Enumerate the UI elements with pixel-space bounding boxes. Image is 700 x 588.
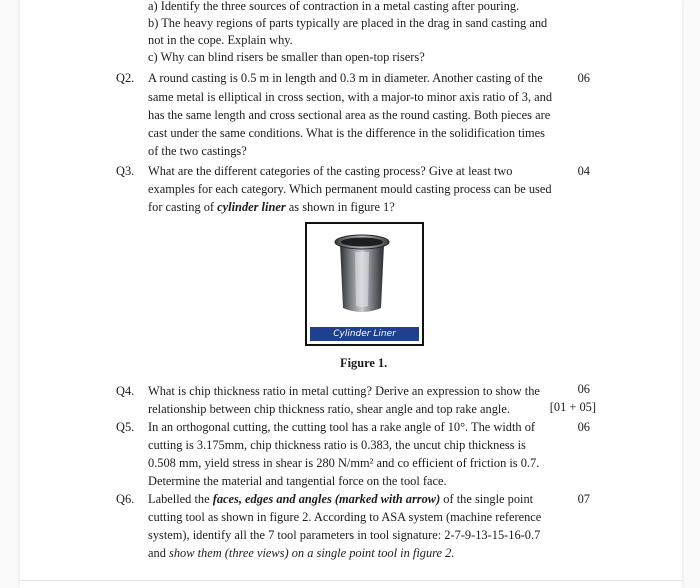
- q4-line-1: What is chip thickness ratio in metal cutting? Derive an expression to show the: [148, 384, 540, 398]
- q6-line-4-prefix: and: [148, 546, 169, 560]
- q6-line-4: [148, 545, 588, 562]
- q3-line-3-suffix: as shown in figure 1?: [285, 200, 395, 214]
- q3-line-3: [148, 199, 588, 216]
- figure-1-title: Figure 1.: [340, 356, 388, 370]
- q2-line-2: same metal is elliptical in cross section, with a major-to minor axis ratio of 3, and: [148, 90, 553, 104]
- figure-caption-strip: Cylinder Liner: [310, 327, 419, 341]
- q4-line-2: relationship between chip thickness ratio, shear angle and top rake angle.: [148, 402, 510, 416]
- q2-line-3: has the same length and cross sectional area as the round casting. Both pieces are: [148, 108, 551, 122]
- q4-marks: 06: [577, 382, 590, 396]
- q1-line-c: c) Why can blind risers be smaller than open-top risers?: [148, 50, 425, 64]
- q2-marks: 06: [577, 71, 590, 85]
- q6-show-them-emph: show them (three views) on a single point tool in figure 2.: [169, 546, 455, 560]
- q3-line-2: examples for each category. Which permanent mould casting process can be used: [148, 182, 552, 196]
- q1-line-a: a) Identify the three sources of contraction in a metal casting after pouring.: [148, 0, 520, 13]
- page-bottom-rule: [20, 580, 682, 581]
- q2-number: Q2.: [116, 71, 135, 85]
- q3-marks: 04: [577, 164, 590, 178]
- q2-line-4: cast under the same conditions. What is the difference in the solidification times: [148, 126, 545, 140]
- q5-marks: 06: [577, 420, 590, 434]
- cylinder-liner-illustration: [307, 224, 418, 324]
- q6-line-2: cutting tool as shown in figure 2. According to ASA system (machine reference: [148, 510, 542, 524]
- q5-line-2: cutting is 3.175mm, chip thickness ratio is 0.383, the uncut chip thickness is: [148, 438, 526, 452]
- q6-faces-edges-emph: faces, edges and angles (marked with arrow): [212, 492, 441, 506]
- q3-number: Q3.: [116, 164, 135, 178]
- q6-line-1-prefix: Labelled the: [148, 492, 213, 506]
- q6-line-1: [148, 491, 588, 508]
- q5-line-3: 0.508 mm, yield stress in shear is 280 N/mm² and co efficient of friction is 0.7.: [148, 456, 540, 470]
- q5-number: Q5.: [116, 420, 135, 434]
- q3-line-1: What are the different categories of the casting process? Give at least two: [148, 164, 513, 178]
- figure-1-cylinder-liner-image: [305, 222, 424, 346]
- q4-marks-breakdown: [01 + 05]: [549, 400, 596, 414]
- q1-line-b2: not in the cope. Explain why.: [148, 33, 293, 47]
- q5-line-4: Determine the material and tangential force on the tool face.: [148, 474, 447, 488]
- q2-line-5: of the two castings?: [148, 144, 247, 158]
- q3-cylinder-liner-emph: cylinder liner: [217, 200, 286, 214]
- q5-line-1: In an orthogonal cutting, the cutting tool has a rake angle of 10°. The width of: [148, 420, 536, 434]
- q6-line-3: system), identify all the 7 tool parameters in tool signature: 2-7-9-13-15-16-0.7: [148, 528, 541, 542]
- exam-page: [20, 0, 682, 588]
- q4-number: Q4.: [116, 384, 135, 398]
- q6-marks: 07: [577, 492, 590, 506]
- q6-number: Q6.: [116, 492, 135, 506]
- q6-line-1-suffix: of the single point: [440, 492, 534, 506]
- q3-line-3-prefix: for casting of: [148, 200, 218, 214]
- q2-line-1: A round casting is 0.5 m in length and 0.3 m in diameter. Another casting of the: [148, 71, 543, 85]
- q1-line-b1: b) The heavy regions of parts typically are placed in the drag in sand casting and: [148, 16, 548, 30]
